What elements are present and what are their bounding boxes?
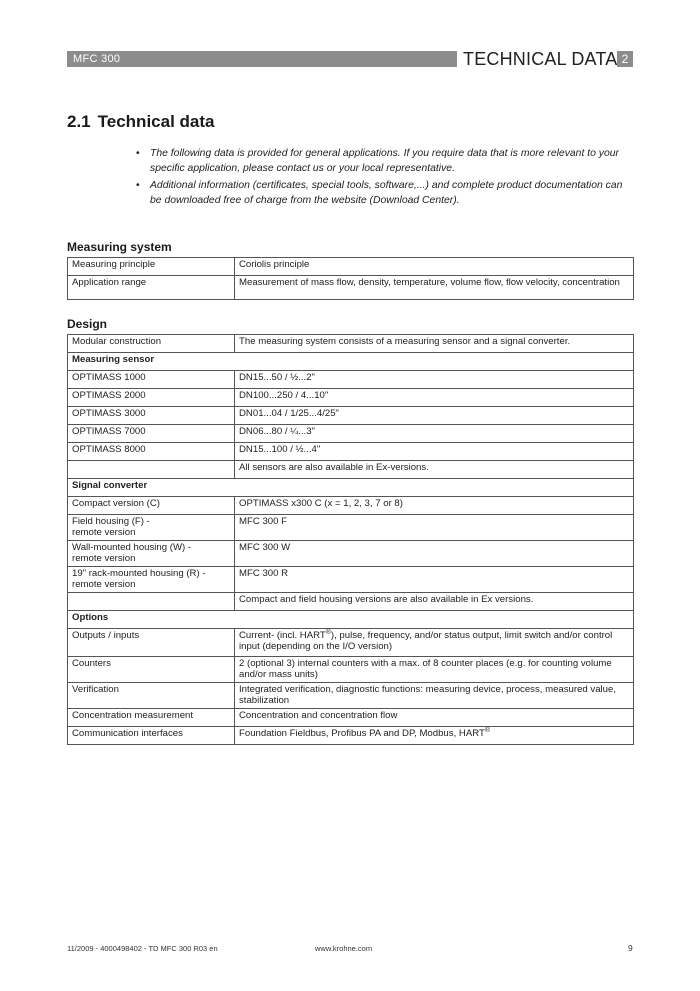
row-label: Communication interfaces [68,727,235,745]
table-row [68,657,634,683]
table-row [68,371,634,389]
footer-website-link[interactable]: www.krohne.com [315,944,373,953]
row-label: Counters [68,657,235,683]
row-label: Verification [68,683,235,709]
table-row [68,515,634,541]
design-table [67,334,634,745]
header-product-name: MFC 300 [73,53,121,65]
row-value: Integrated verification, diagnostic functions: measuring device, process, measured value, stabilization [235,683,634,709]
row-label: Concentration measurement [68,709,235,727]
row-value: DN06...80 / ¼...3" [235,425,634,443]
page-number: 9 [628,943,633,953]
row-value: The measuring system consists of a measuring sensor and a signal converter. [235,335,634,353]
header-section-title: TECHNICAL DATA [463,49,618,69]
signal-converter-subheader: Signal converter [68,479,634,497]
section-title: Technical data [97,112,215,131]
table-row [68,497,634,515]
row-value: Compact and field housing versions are also available in Ex versions. [235,593,634,611]
row-label-empty [68,461,235,479]
row-label: 19" rack-mounted housing (R) - remote version [68,567,235,593]
row-value: MFC 300 W [235,541,634,567]
row-label: OPTIMASS 1000 [68,371,235,389]
table-row [68,629,634,657]
row-value: DN15...100 / ½...4" [235,443,634,461]
chapter-number-badge: 2 [617,51,633,67]
row-label: Compact version (C) [68,497,235,515]
subheader-row [68,353,634,371]
bullet-icon: • [136,148,140,159]
table-row [68,709,634,727]
table-row [68,407,634,425]
row-value: DN100...250 / 4...10" [235,389,634,407]
row-label: OPTIMASS 3000 [68,407,235,425]
table-row [68,425,634,443]
row-value: Concentration and concentration flow [235,709,634,727]
row-value: OPTIMASS x300 C (x = 1, 2, 3, 7 or 8) [235,497,634,515]
intro-bullet-list [136,146,626,210]
row-value: All sensors are also available in Ex-versions. [235,461,634,479]
table-row [68,276,634,300]
row-label: Field housing (F) - remote version [68,515,235,541]
row-value: MFC 300 R [235,567,634,593]
table-row [68,541,634,567]
subheader-row [68,479,634,497]
row-value: DN15...50 / ½...2" [235,371,634,389]
design-title: Design [67,317,108,331]
intro-bullet: • The following data is provided for general applications. If you require data that is more relevant to your specific application, please contact us or your local representative. [136,148,619,174]
intro-bullet: • Additional information (certificates, special tools, software,...) and complete product documentation can be downloaded free of charge from the website (Download Center). [136,180,623,206]
row-label: Measuring principle [68,258,235,276]
bullet-icon: • [136,180,140,191]
row-value: Foundation Fieldbus, Profibus PA and DP, Modbus, HART® [235,727,634,745]
row-label: Application range [68,276,235,300]
table-row [68,727,634,745]
table-row [68,258,634,276]
row-value: MFC 300 F [235,515,634,541]
row-value: 2 (optional 3) internal counters with a max. of 8 counter places (e.g. for counting volume and/or mass units) [235,657,634,683]
table-row [68,683,634,709]
header-bar [67,51,457,67]
row-value: Measurement of mass flow, density, temperature, volume flow, flow velocity, concentration [235,276,634,300]
row-label-empty [68,593,235,611]
table-row [68,461,634,479]
row-label: OPTIMASS 8000 [68,443,235,461]
row-label: OPTIMASS 7000 [68,425,235,443]
measuring-system-title: Measuring system [67,240,172,254]
footer-doc-id: 11/2009 - 4000498402 - TD MFC 300 R03 en [67,944,218,953]
section-heading [67,112,214,132]
row-value: Current- (incl. HART®), pulse, frequency, and/or status output, limit switch and/or control input (depending on the I/O version) [235,629,634,657]
row-label: Wall-mounted housing (W) - remote version [68,541,235,567]
table-row [68,389,634,407]
row-value: DN01...04 / 1/25...4/25" [235,407,634,425]
section-number: 2.1 [67,112,91,131]
row-label: OPTIMASS 2000 [68,389,235,407]
options-subheader: Options [68,611,634,629]
table-row [68,443,634,461]
measuring-system-table [67,257,634,300]
measuring-sensor-subheader: Measuring sensor [68,353,634,371]
row-label: Modular construction [68,335,235,353]
row-label: Outputs / inputs [68,629,235,657]
row-value: Coriolis principle [235,258,634,276]
table-row [68,335,634,353]
table-row [68,593,634,611]
subheader-row [68,611,634,629]
table-row [68,567,634,593]
